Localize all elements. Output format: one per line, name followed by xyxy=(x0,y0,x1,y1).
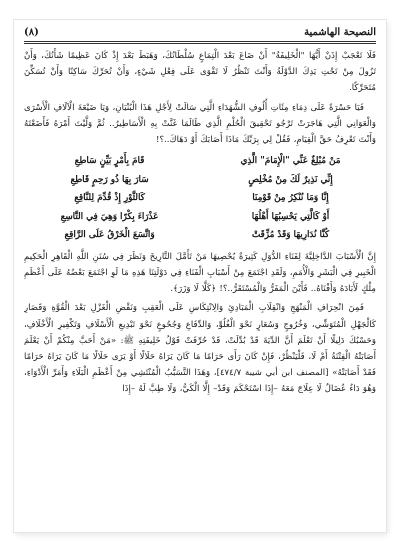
verse-first-hemistich: مَنْ مُبْلِغٌ عَنِّي "الْإِمَامَ" الَّذِي xyxy=(240,156,341,167)
poem-verse xyxy=(26,208,374,227)
page-header xyxy=(24,24,376,40)
paragraph: فَيَا حَسْرَةً عَلَى دِمَاءِ مِئَاتِ أُلُوفِ الشُّهَدَاءِ الَّتِي سَالَتْ لِأَجْلِ هَذَا الْبُنْيَانِ، وَيَا ضَيْعَةَ الْآلَافِ الْأَسْرَى وَالْعَوَانِي الَّتِي هَاجَرَتْ تَرْجُو تَحْقِيقَ الْحُلْمِ الَّذِي طَالَمَا غَنَّتْ بِهِ الْأَسَاطِيرُ.. ثُمَّ وَلَّيْتَ أَمْرَهُ فَأَضَعْتَهُ وَأَنْتَ تَعْرِفُ حَقَّ الْقِيَامِ، فَقُلْ لِي بِرَبِّكَ مَاذَا أَصَابَكَ أَوْ دَهَاكَ..؟! xyxy=(24,102,376,146)
page-body xyxy=(24,48,376,526)
verse-second-hemistich: سَارَ بِهَا ذُو رَحِمٍ قَاطِعِ xyxy=(70,174,149,185)
page-number: (٨) xyxy=(24,26,39,38)
verse-second-hemistich: وَاتَّسَعَ الْخَرْقُ عَلَى الرَّاقِعِ xyxy=(64,230,155,241)
verse-first-hemistich: إِنَّا وَمَا نُنْكِرُ مِنْ قَوْمِنَا xyxy=(252,193,329,204)
verse-second-hemistich: قَامَ بِأَمْرٍ بَيِّنٍ سَاطِعِ xyxy=(74,156,145,167)
verse-first-hemistich: كُنَّا نُدَارِيهَا وَقَدْ مُزِّقَتْ xyxy=(251,230,330,241)
verse-second-hemistich: عَذْرَاءَ بِكْرًا وَهِيَ فِي التَّاسِعِ xyxy=(60,211,159,222)
running-title: النصيحة الهاشمية xyxy=(304,26,376,38)
verse-second-hemistich: كَالثَّوْرِ إِذْ قُدِّمَ لِلنَّاقِعِ xyxy=(74,193,145,204)
poem-verse xyxy=(26,189,374,208)
paragraph: إِنَّ الْأَسْبَابَ الدَّاخِلِيَّةَ لِفَنَاءِ الدُّوَلِ كَثِيرَةٌ يُحْصِيهَا مَنْ تَأَمَّلَ التَّارِيخَ وَنَظَرَ فِي سُنَنِ اللَّهِ الْقَاهِرِ الْحَكِيمِ الْخَبِيرِ فِي الْبَشَرِ وَالْأُمَمِ، وَلَقَدِ اجْتَمَعَ مِنْ أَسْبَابِ الْفَنَاءِ فِي دَوْلَتِنَا هَذِهِ مَا لَوِ اجْتَمَعَ بَعْضُهُ عَلَى أَعْظَمِ مِلْكٍ لَأَبَادَهُ وَأَفْنَاهُ.. فَأَيْنَ الْمَفَرُّ وَالْمُسْتَقَرُّ..؟! ﴿كَلَّا لَا وَزَرَ﴾. xyxy=(24,251,376,295)
verse-first-hemistich: أَوْ كَالَّتِي يَحْسِبُهَا أَهْلُهَا xyxy=(251,211,330,222)
poem-verse xyxy=(26,152,374,171)
paragraph: فَلَا تَعْجَبْ إِذَنْ أَيُّهَا "الْخَلِيفَةُ" أَنْ ضَاعَ بَعْدَ الْتِمَاعٍ سُلْطَانُكَ، وَهَبَطَ بَعْدَ إِذْ كَانَ عَظِيمًا شَأْنُكَ، وَأَنْ تَزُولَ مِنْ تَحْتِ يَدِكَ الدَّوْلَةُ وَأَنْتَ تَنْظُرُ لَا تَقْوَى عَلَى فِعْلِ شَيْءٍ، وَأَنْ تُحَرِّكَ سَاكِنًا وَأَنْ تُسَكِّنَ مُتَحَرِّكًا. xyxy=(24,51,376,94)
poem-verse xyxy=(26,226,374,245)
poem-verse xyxy=(26,171,374,190)
verse-first-hemistich: إِنِّي نَذِيرٌ لَكَ مِنْ مُخْلِصٍ xyxy=(248,174,333,185)
document-page xyxy=(14,20,386,532)
poem-block xyxy=(26,152,374,245)
paragraph: فَمِنَ انْحِرَافِ الْمَنْهَجِ وَانْقِلَابِ الْمَبَادِئِ وَالِانْتِكَاسِ عَلَى الْعَقِبِ وَنَقْضِ الْغَزْلِ بَعْدَ الْقُوَّةِ وَقَصَارِ كَالْجَهْلِ الْمُتَوَشِّي، وَخُرُوجٍ وَسُعَارٍ نَحْوَ الْغُلُوِّ، وَالدِّفَاعِ وَجُحُوعٍ نَحْوَ تَبْدِيعِ الْأَسْلَافِ وَتَكْفِيرِ الْأَخْلَافِ، وَحَسْبُكَ دَلِيلًا أَنْ تَعْلَمَ أَنَّ الدِّيَةَ قَدْ بُدِّلَتْ، قَدْ حُرِّفَتْ قَوْلُ خَلِيفَتِهِ ﷺ: «مَنْ أَحَبَّ مِنْكُمْ أَنْ يَعْلَمَ أَصَابَتْهُ الْفِتْنَةُ أَمْ لَا، فَلْيَنْظُرْ، فَإِنْ كَانَ رَأَى حَرَامًا مَا كَانَ يَرَاهُ حَلَالًا أَوْ يَرَى حَلَالًا مَا كَانَ يَرَاهُ حَرَامًا فَقَدْ أَصَابَتْهُ» [المصنف ابن أبي شيبة ٤٧٤/٧]، وَهَذَا التَّسَبُّبُ الْمُنْتَشِي مِنْ أَعْظَمِ الْبَلَاءِ وَأَمَرِّ الْأَدْوَاءِ، وَهُوَ دَاءٌ عُضَالٌ لَا عِلَاجَ مَعَهُ –إِذَا اسْتَحْكَمَ وَقَدْ– إِلَّا الْكَيُّ، وَلَا طِبَّ لَهُ –إِذَا xyxy=(24,303,376,395)
header-rule xyxy=(24,41,376,44)
